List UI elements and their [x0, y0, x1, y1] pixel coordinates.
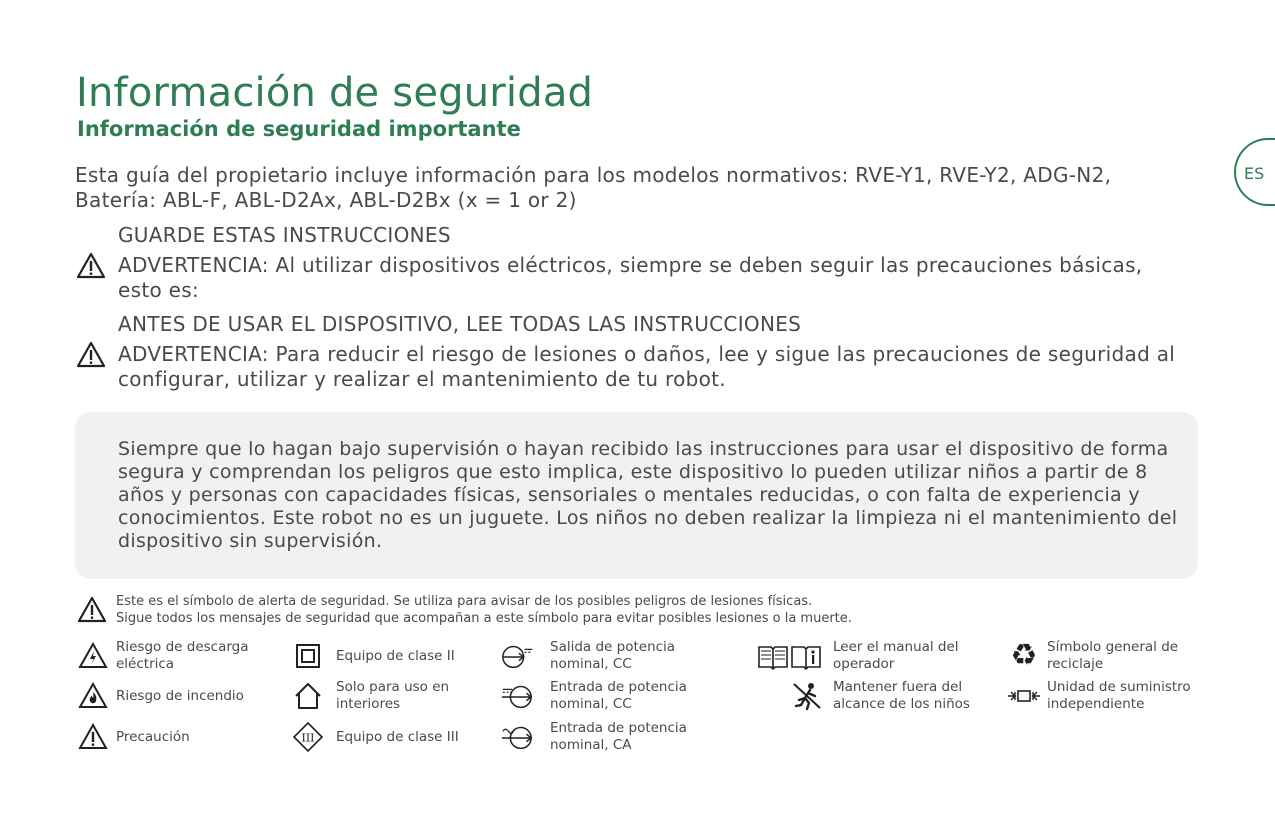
caution-icon [76, 720, 110, 754]
symbol-dc-output: Salida de potencia nominal, CC [500, 639, 710, 673]
page-subtitle: Información de seguridad importante [77, 117, 521, 141]
symbol-electric-shock: Riesgo de descarga eléctrica [76, 639, 266, 673]
warning-injury: ADVERTENCIA: Para reducir el riesgo de lesiones o daños, lee y sigue las precauciones de seguridad al configurar, utilizar y realizar el mantenimiento de tu robot. [118, 342, 1176, 391]
safety-alert-icon [77, 596, 107, 624]
symbol-dc-input: Entrada de potencia nominal, CC [500, 679, 710, 713]
models-paragraph: Esta guía del propietario incluye información para los modelos normativos: RVE-Y1, RVE-Y2, ADG-N2, Batería: ABL-F, ABL-D2Ax, ABL-D2Bx (x = 1 or 2) [75, 163, 1112, 212]
language-tab[interactable] [1234, 138, 1275, 206]
class-iii-icon [291, 720, 325, 754]
read-instructions: ANTES DE USAR EL DISPOSITIVO, LEE TODAS LAS INSTRUCCIONES [118, 312, 802, 336]
svg-text:III: III [301, 731, 315, 745]
electric-shock-icon [76, 639, 110, 673]
dc-input-icon [500, 679, 534, 713]
symbol-class-iii: III Equipo de clase III [291, 720, 476, 754]
dc-output-icon [500, 639, 534, 673]
warning-triangle-icon [76, 252, 106, 280]
save-instructions: GUARDE ESTAS INSTRUCCIONES [118, 223, 451, 247]
symbol-manual: Leer el manual del operador [757, 639, 983, 673]
symbol-fire: Riesgo de incendio [76, 679, 266, 713]
independent-supply-icon [1007, 679, 1041, 713]
symbol-class-ii: Equipo de clase II [291, 639, 476, 673]
supervision-text: Siempre que lo hagan bajo supervisión o hayan recibido las instrucciones para usar el dispositivo de forma segura y comprendan los peligros que esto implica, este dispositivo lo pueden utilizar niños a partir de 8 años y personas con capacidades físicas, sensoriales o mentales reducidas, o con falta de experiencia y conocimientos. Este robot no es un juguete. Los niños no deben realizar la limpieza ni el mantenimiento del dispositivo sin supervisión. [118, 438, 1178, 552]
symbol-ac-input: Entrada de potencia nominal, CA [500, 720, 710, 754]
alert-line-2: Sigue todos los mensajes de seguridad que acompañan a este símbolo para evitar posibles lesiones o la muerte. [116, 611, 852, 626]
fire-icon [76, 679, 110, 713]
language-label: ES [1244, 164, 1265, 183]
safety-alert-text [116, 593, 852, 627]
symbol-keep-away-children: Mantener fuera del alcance de los niños [757, 679, 983, 713]
warning-triangle-icon [76, 341, 106, 369]
warning-electrical: ADVERTENCIA: Al utilizar dispositivos eléctricos, siempre se deben seguir las precauciones básicas, esto es: [118, 253, 1143, 302]
symbol-indoor: Solo para uso en interiores [291, 679, 476, 713]
page-title: Información de seguridad [76, 70, 594, 116]
recycle-icon: ♻ [1010, 638, 1038, 673]
symbol-independent-supply: Unidad de suministro independiente [1007, 679, 1197, 713]
keep-away-children-icon [757, 679, 823, 713]
alert-line-1: Este es el símbolo de alerta de seguridad. Se utiliza para avisar de los posibles peligros de lesiones físicas. [116, 594, 813, 609]
manual-icon [757, 639, 823, 673]
ac-input-icon [500, 720, 534, 754]
class-ii-icon [291, 639, 325, 673]
supervision-notice [75, 412, 1198, 579]
indoor-house-icon [291, 679, 325, 713]
symbol-recycle: ♻ Símbolo general de reciclaje [1007, 639, 1197, 673]
symbol-caution: Precaución [76, 720, 266, 754]
